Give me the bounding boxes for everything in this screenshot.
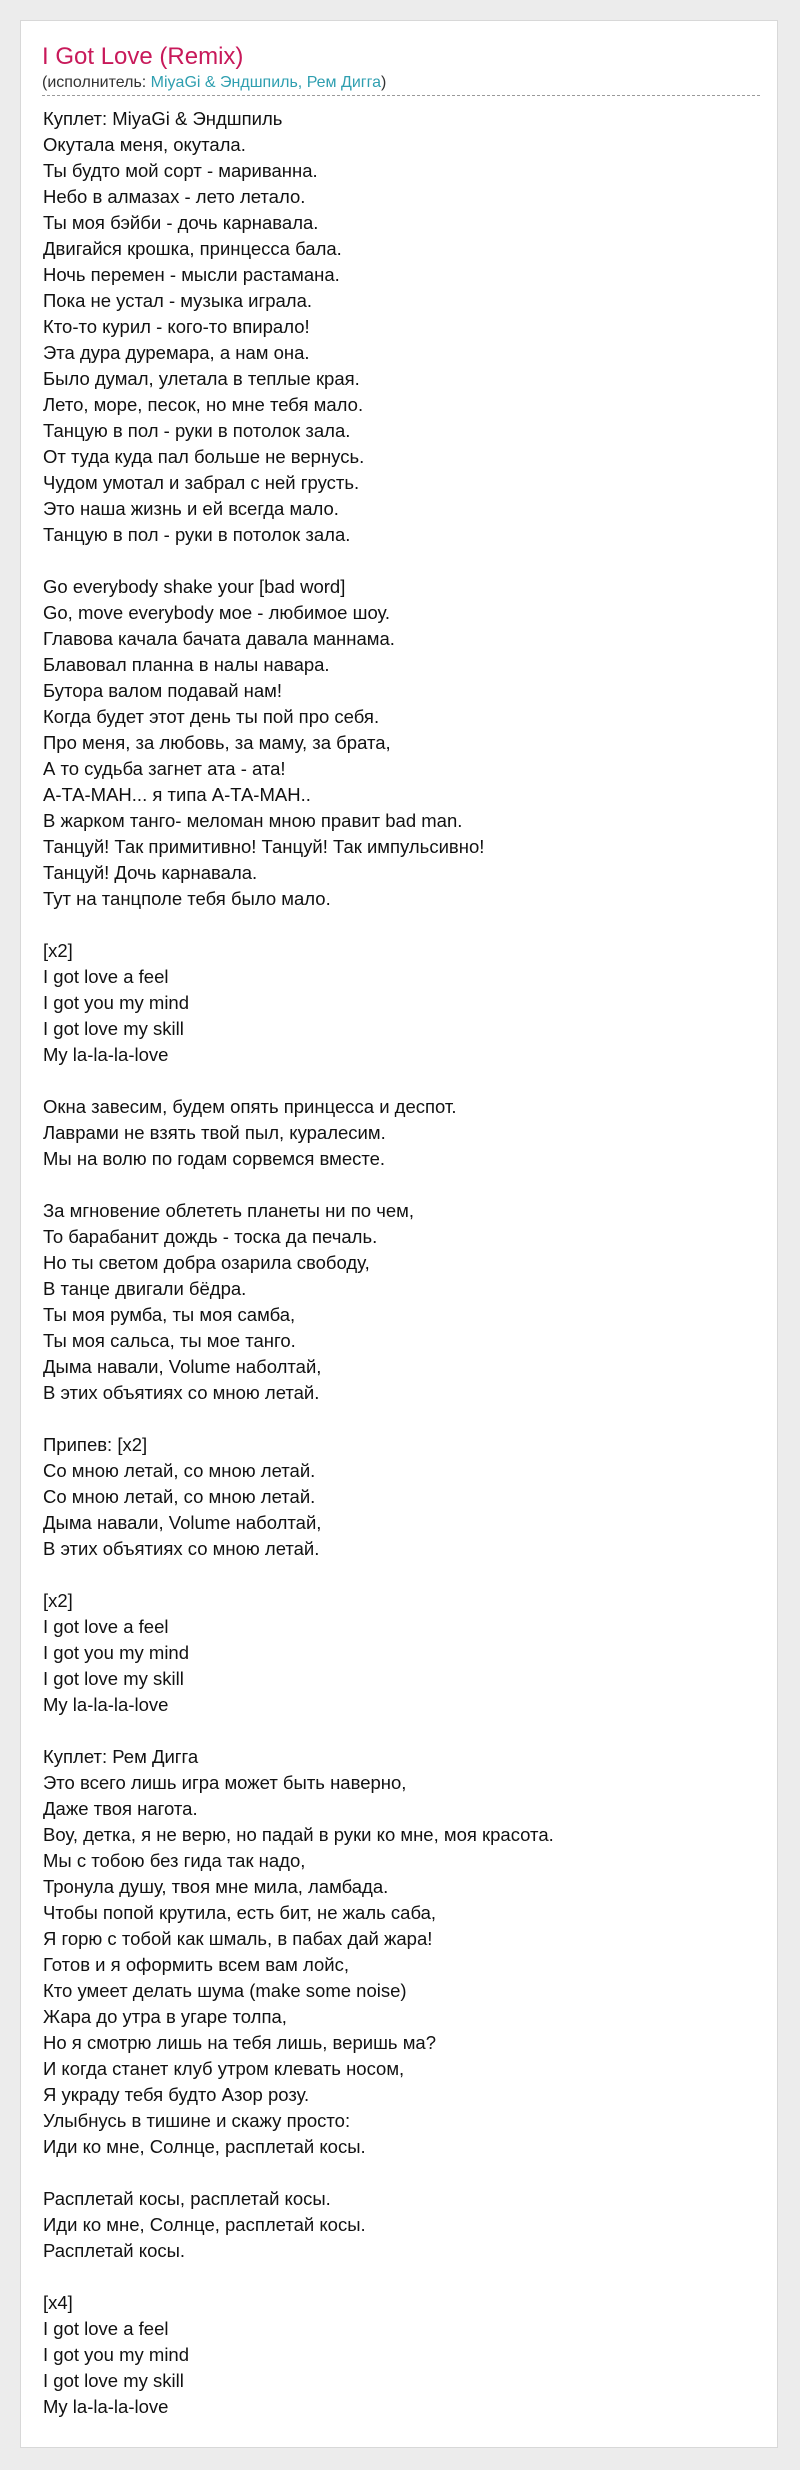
lyrics-line: Жара до утра в угаре толпа, — [43, 2006, 287, 2027]
artist-suffix: ) — [381, 74, 387, 91]
lyrics-line: I got love a feel — [43, 2318, 169, 2339]
artist-line — [42, 73, 386, 93]
lyrics-line: Куплет: MiyaGi & Эндшпиль — [43, 108, 283, 129]
lyrics-blank-line — [43, 2264, 763, 2290]
lyrics-line: Небо в алмазах - лето летало. — [43, 186, 306, 207]
lyrics-line: Со мною летай, со мною летай. — [43, 1486, 316, 1507]
song-title: I Got Love (Remix) — [42, 43, 244, 70]
lyrics-line: В танце двигали бёдра. — [43, 1278, 247, 1299]
lyrics-blank-line — [43, 1406, 763, 1432]
lyrics-line: Это всего лишь игра может быть наверно, — [43, 1772, 407, 1793]
lyrics-line: Кто-то курил - кого-то впирало! — [43, 316, 310, 337]
lyrics-blank-line — [43, 912, 763, 938]
lyrics-line: Двигайся крошка, принцесса бала. — [43, 238, 342, 259]
lyrics-blank-line — [43, 1172, 763, 1198]
lyrics-line: [x4] — [43, 2292, 73, 2313]
lyrics-line: Это наша жизнь и ей всегда мало. — [43, 498, 339, 519]
lyrics-line: Мы на волю по годам сорвемся вместе. — [43, 1148, 386, 1169]
lyrics-blank-line — [43, 548, 763, 574]
lyrics-blank-line — [43, 1562, 763, 1588]
lyrics-line: Бутора валом подавай нам! — [43, 680, 283, 701]
lyrics-line: В этих объятиях со мною летай. — [43, 1382, 320, 1403]
lyrics-line: Расплетай косы. — [43, 2240, 186, 2261]
lyrics-line: Расплетай косы, расплетай косы. — [43, 2188, 331, 2209]
lyrics-blank-line — [43, 1068, 763, 1094]
lyrics-line: I got love a feel — [43, 1616, 169, 1637]
lyrics-line: I got you my mind — [43, 2344, 190, 2365]
lyrics-line: В жарком танго- меломан мною правит bad man. — [43, 810, 463, 831]
lyrics-line: I got love my skill — [43, 1668, 184, 1689]
lyrics-line: Припев: [x2] — [43, 1434, 148, 1455]
lyrics-line: Со мною летай, со мною летай. — [43, 1460, 316, 1481]
lyrics-line: Чтобы попой крутила, есть бит, не жаль саба, — [43, 1902, 437, 1923]
lyrics-line: Лето, море, песок, но мне тебя мало. — [43, 394, 364, 415]
lyrics-line: Иди ко мне, Солнце, расплетай косы. — [43, 2214, 366, 2235]
lyrics-blank-line — [43, 1718, 763, 1744]
lyrics-line: То барабанит дождь - тоска да печаль. — [43, 1226, 378, 1247]
lyrics-line: Эта дура дуремара, а нам она. — [43, 342, 310, 363]
lyrics-card — [20, 20, 778, 2448]
artist-link[interactable]: MiyaGi & Эндшпиль, Рем Дигга — [150, 74, 381, 91]
lyrics-line: Даже твоя нагота. — [43, 1798, 198, 1819]
lyrics-line: I got you my mind — [43, 1642, 190, 1663]
lyrics-line: My la-la-la-love — [43, 1044, 169, 1065]
lyrics-line: Было думал, улетала в теплые края. — [43, 368, 360, 389]
lyrics-line: Ты моя румба, ты моя самба, — [43, 1304, 296, 1325]
lyrics-line: Ночь перемен - мысли растамана. — [43, 264, 340, 285]
lyrics-line: Ты будто мой сорт - мариванна. — [43, 160, 318, 181]
lyrics-line: Воу, детка, я не верю, но падай в руки ко мне, моя красота. — [43, 1824, 554, 1845]
lyrics-line: Танцуй! Дочь карнавала. — [43, 862, 258, 883]
lyrics-line: Когда будет этот день ты пой про себя. — [43, 706, 380, 727]
lyrics-line: И когда станет клуб утром клевать носом, — [43, 2058, 405, 2079]
lyrics-line: Go, move everybody мое - любимое шоу. — [43, 602, 391, 623]
lyrics-line: I got love my skill — [43, 2370, 184, 2391]
lyrics-line: А-ТА-МАН... я типа А-ТА-МАН.. — [43, 784, 311, 805]
lyrics-line: Я горю с тобой как шмаль, в пабах дай жара! — [43, 1928, 433, 1949]
artist-prefix: (исполнитель: — [42, 74, 151, 91]
lyrics-line: Лаврами не взять твой пыл, куралесим. — [43, 1122, 386, 1143]
lyrics-line: Дыма навали, Volume наболтай, — [43, 1512, 322, 1533]
lyrics-line: Ты моя бэйби - дочь карнавала. — [43, 212, 319, 233]
lyrics-line: Блавовал планна в налы навара. — [43, 654, 330, 675]
lyrics-line: My la-la-la-love — [43, 2396, 169, 2417]
lyrics-line: Но ты светом добра озарила свободу, — [43, 1252, 370, 1273]
lyrics-blank-line — [43, 2160, 763, 2186]
lyrics-line: Улыбнусь в тишине и скажу просто: — [43, 2110, 351, 2131]
header-divider — [42, 95, 760, 96]
lyrics-line: Танцую в пол - руки в потолок зала. — [43, 524, 351, 545]
lyrics-line: Главова качала бачата давала маннама. — [43, 628, 395, 649]
lyrics-line: Танцуй! Так примитивно! Танцуй! Так импульсивно! — [43, 836, 485, 857]
lyrics-line: Пока не устал - музыка играла. — [43, 290, 313, 311]
lyrics-line: Дыма навали, Volume наболтай, — [43, 1356, 322, 1377]
lyrics-line: Танцую в пол - руки в потолок зала. — [43, 420, 351, 441]
lyrics-line: Куплет: Рем Дигга — [43, 1746, 199, 1767]
lyrics-line: Я украду тебя будто Азор розу. — [43, 2084, 310, 2105]
lyrics-line: От туда куда пал больше не вернусь. — [43, 446, 365, 467]
lyrics-line: I got you my mind — [43, 992, 190, 1013]
lyrics-line: Мы с тобою без гида так надо, — [43, 1850, 306, 1871]
lyrics-line: I got love a feel — [43, 966, 169, 987]
lyrics-line: [x2] — [43, 1590, 73, 1611]
lyrics-line: Иди ко мне, Солнце, расплетай косы. — [43, 2136, 366, 2157]
lyrics-line: [x2] — [43, 940, 73, 961]
lyrics-line: Go everybody shake your [bad word] — [43, 576, 346, 597]
lyrics-line: Но я смотрю лишь на тебя лишь, веришь ма? — [43, 2032, 436, 2053]
lyrics-line: My la-la-la-love — [43, 1694, 169, 1715]
lyrics-line: Чудом умотал и забрал с ней грусть. — [43, 472, 360, 493]
lyrics-line: Ты моя сальса, ты мое танго. — [43, 1330, 296, 1351]
lyrics-line: Кто умеет делать шума (make some noise) — [43, 1980, 407, 2001]
lyrics-body — [43, 106, 763, 2420]
lyrics-line: В этих объятиях со мною летай. — [43, 1538, 320, 1559]
lyrics-line: За мгновение облететь планеты ни по чем, — [43, 1200, 415, 1221]
lyrics-line: I got love my skill — [43, 1018, 184, 1039]
lyrics-line: Тут на танцполе тебя было мало. — [43, 888, 331, 909]
lyrics-line: Окутала меня, окутала. — [43, 134, 246, 155]
lyrics-line: Окна завесим, будем опять принцесса и деспот. — [43, 1096, 457, 1117]
lyrics-line: Готов и я оформить всем вам лойс, — [43, 1954, 350, 1975]
lyrics-line: А то судьба загнет ата - ата! — [43, 758, 286, 779]
lyrics-line: Про меня, за любовь, за маму, за брата, — [43, 732, 391, 753]
lyrics-line: Тронула душу, твоя мне мила, ламбада. — [43, 1876, 389, 1897]
